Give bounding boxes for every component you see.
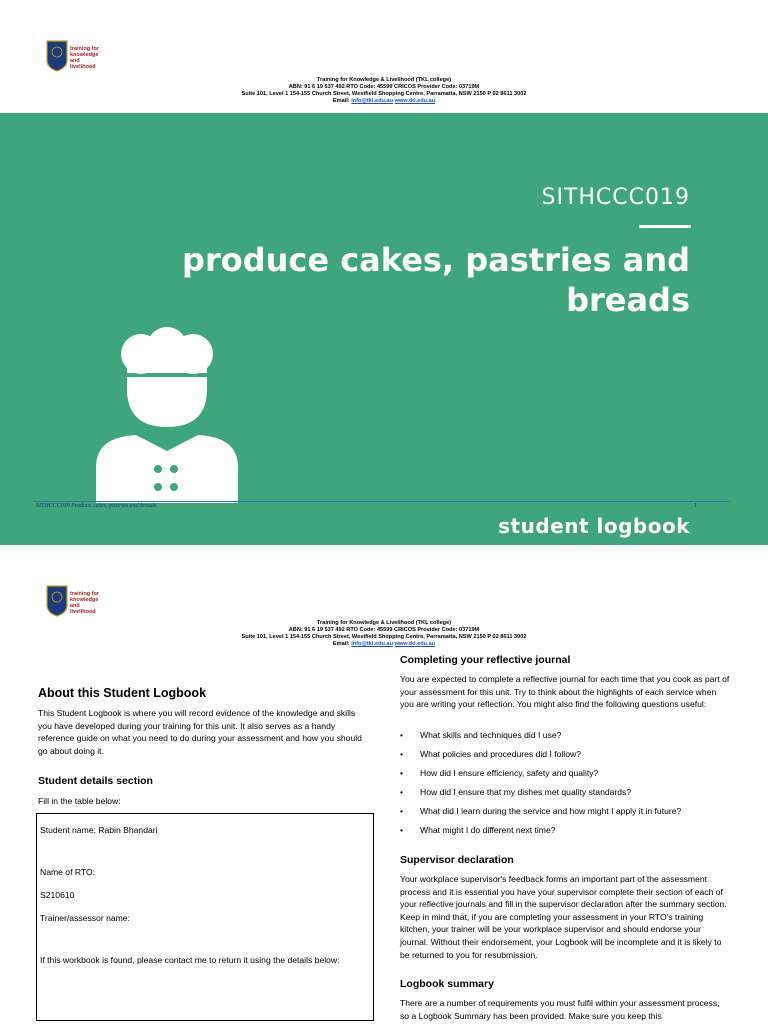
title-divider bbox=[639, 225, 691, 228]
about-heading: About this Student Logbook bbox=[38, 686, 207, 700]
student-details-table bbox=[36, 813, 374, 1021]
header-address: Suite 101, Level 1 154-155 Church Street, Westfield Shopping Centre, Parramatta, NSW 2150 P 02 8611 3002 bbox=[241, 634, 527, 640]
header-web-link[interactable]: www.tkl.edu.au bbox=[394, 641, 436, 647]
student-details-instruction: Fill in the table below: bbox=[38, 796, 121, 806]
footer-page-number: 1 bbox=[694, 503, 697, 509]
reflective-text: You are expected to complete a reflective journal for each time that you cook as part of your assessment for this unit. Try to think about the highlights of each service when you are writing your reflection. You might also find the following questions useful: bbox=[400, 674, 730, 710]
student-details-heading: Student details section bbox=[38, 775, 153, 787]
college-header-page2 bbox=[0, 620, 768, 648]
header-org: Training for Knowledge & Livelihood (TKL college) bbox=[316, 77, 452, 83]
header-email-link[interactable]: info@tkl.edu.au bbox=[351, 641, 394, 647]
chef-icon bbox=[96, 327, 238, 503]
footer-rule bbox=[34, 501, 730, 502]
supervisor-text: Your workplace supervisor's feedback forms an important part of the assessment process and it is essential you have your supervisor complete their section of each of your reflective journals and fill in the supervisor declaration after the summary section. Keep in mind that, if you are completing your assessment in your RTO's training kitchen, your trainer will be your workplace supervisor and should endorse your journal. Without their endorsement, your Logbook will be incomplete and it is likely to be returned to you for resubmission. bbox=[400, 874, 727, 960]
header-abn: ABN: 91 6 19 537 492 RTO Code: 45599 CRICOS Provider Code: 03719M bbox=[288, 627, 480, 633]
page-gap bbox=[0, 545, 768, 573]
student-name-field[interactable]: Student name: Rabin Bhandari bbox=[40, 825, 158, 835]
header-email-link[interactable]: info@tkl.edu.au bbox=[351, 98, 394, 104]
about-text: This Student Logbook is where you will record evidence of the knowledge and skills you have developed during your training for this unit. It also serves as a handy reference guide on what you need to do during your assessment and how you should go about doing it. bbox=[38, 708, 362, 756]
summary-heading: Logbook summary bbox=[400, 978, 494, 990]
tkl-logo-page2 bbox=[46, 585, 106, 623]
summary-text: There are a number of requirements you must fulfil within your assessment process, so a Logbook Summary has been provided. Make sure you keep this bbox=[400, 998, 720, 1021]
logo-tagline: training for knowledge and livelihood bbox=[70, 46, 100, 70]
header-email-label: Email: bbox=[332, 641, 350, 647]
trainer-name-field[interactable]: Trainer/assessor name: bbox=[40, 913, 130, 923]
cover-subtitle: student logbook bbox=[498, 514, 690, 538]
reflective-heading: Completing your reflective journal bbox=[400, 654, 571, 666]
header-web-link[interactable]: www.tkl.edu.au bbox=[394, 98, 436, 104]
shield-icon bbox=[46, 40, 68, 72]
header-abn: ABN: 91 6 19 537 492 RTO Code: 45599 CRICOS Provider Code: 03719M bbox=[288, 84, 480, 90]
footer-text: SITHCCC019 Produce cakes, pastries and breads bbox=[36, 503, 157, 509]
student-id-value: S210610 bbox=[40, 890, 75, 900]
header-address: Suite 101, Level 1 154-155 Church Street, Westfield Shopping Centre, Parramatta, NSW 2150 P 02 8611 3002 bbox=[241, 91, 527, 97]
unit-code: SITHCCC019 bbox=[541, 185, 690, 210]
contact-details-field[interactable]: If this workbook is found, please contact me to return it using the details below: bbox=[40, 955, 340, 965]
header-email-label: Email: bbox=[332, 98, 350, 104]
shield-icon bbox=[46, 585, 68, 617]
cover-title: produce cakes, pastries and breads bbox=[182, 241, 690, 319]
college-header bbox=[0, 77, 768, 105]
rto-name-field[interactable]: Name of RTO: bbox=[40, 867, 96, 877]
logo-tagline: training for knowledge and livelihood bbox=[70, 591, 100, 615]
tkl-logo bbox=[46, 40, 106, 78]
header-org: Training for Knowledge & Livelihood (TKL college) bbox=[316, 620, 452, 626]
supervisor-heading: Supervisor declaration bbox=[400, 854, 514, 866]
